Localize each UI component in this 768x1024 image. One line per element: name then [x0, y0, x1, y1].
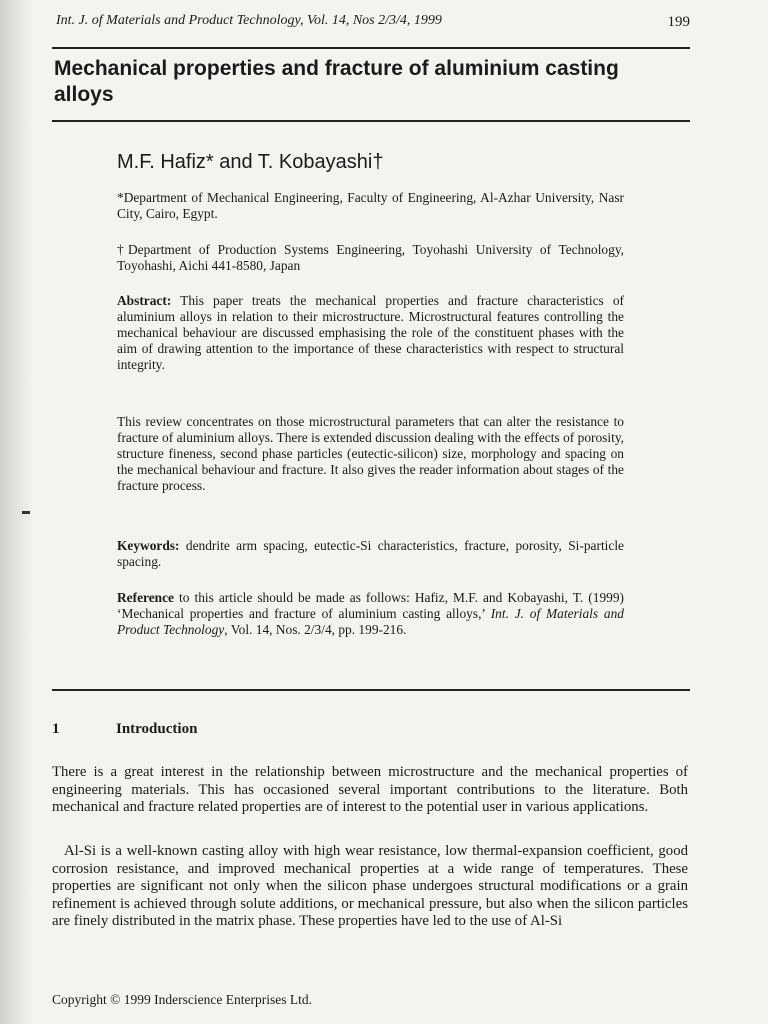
reference-text: to this article should be made as follows: Hafiz, M.F. and Kobayashi, T. (1999) ‘Mechanical properties and fracture of aluminium casting alloys,’	[117, 590, 624, 621]
header-rule	[52, 47, 690, 49]
copyright-notice: Copyright © 1999 Inderscience Enterprises Ltd.	[52, 992, 312, 1007]
abstract	[117, 293, 624, 373]
intro-paragraph-1: There is a great interest in the relationship between microstructure and the mechanical properties of engineering materials. This has occasioned several important contributions to the literature. Both mechanical and fracture related properties are of interest to the potential user in various applications.	[52, 764, 688, 816]
section-rule	[52, 689, 690, 691]
affiliation-1: *Department of Mechanical Engineering, Faculty of Engineering, Al-Azhar University, Nasr City, Cairo, Egypt.	[117, 190, 624, 221]
journal-citation: Int. J. of Materials and Product Technology, Vol. 14, Nos 2/3/4, 1999	[56, 13, 442, 28]
stray-ink-mark	[22, 511, 30, 514]
intro-paragraph-2: Al-Si is a well-known casting alloy with high wear resistance, low thermal-expansion coefficient, good corrosion resistance, and improved mechanical properties at a wide range of temperatures. These properties are significant not only when the silicon phase undergoes structural modifications or a grain refinement is achieved through solute additions, or mechanical pressure, but also when the silicon particles are finely distributed in the matrix phase. These properties have led to the use of Al-Si	[52, 843, 688, 930]
reference-label: Reference	[117, 590, 174, 605]
review-paragraph: This review concentrates on those microstructural parameters that can alter the resistance to fracture of aluminium alloys. There is extended discussion dealing with the effects of porosity, structure fineness, second phase particles (eutectic-silicon) size, morphology and spacing on the mechanical behaviour and fracture. It also gives the reader information about stages of the fracture process.	[117, 414, 624, 493]
title-rule	[52, 120, 690, 122]
article-title: Mechanical properties and fracture of aluminium casting alloys	[54, 57, 619, 106]
reference-note	[117, 590, 624, 638]
author-list: M.F. Hafiz* and T. Kobayashi†	[117, 151, 384, 173]
affiliation-2: †Department of Production Systems Engineering, Toyohashi University of Technology, Toyohashi, Aichi 441-8580, Japan	[117, 242, 624, 273]
page-number: 199	[667, 14, 690, 30]
section-title: Introduction	[116, 721, 198, 737]
keywords-label: Keywords:	[117, 538, 180, 553]
abstract-text: This paper treats the mechanical properties and fracture characteristics of aluminium alloys in relation to their microstructure. Microstructural features controlling the mechanical behaviour are discussed emphasising the role of the constituent phases with the aim of drawing attention to the importance of these characteristics with respect to structural integrity.	[117, 293, 624, 372]
keywords	[117, 538, 624, 570]
abstract-label: Abstract:	[117, 293, 172, 308]
reference-details: , Vol. 14, Nos. 2/3/4, pp. 199-216.	[224, 622, 407, 637]
running-header	[56, 10, 690, 32]
keywords-text: dendrite arm spacing, eutectic-Si characteristics, fracture, porosity, Si-particle spacing.	[117, 538, 625, 569]
section-number: 1	[52, 721, 60, 737]
reference-journal: Int. J. of Materials and Product Technology	[117, 606, 624, 637]
